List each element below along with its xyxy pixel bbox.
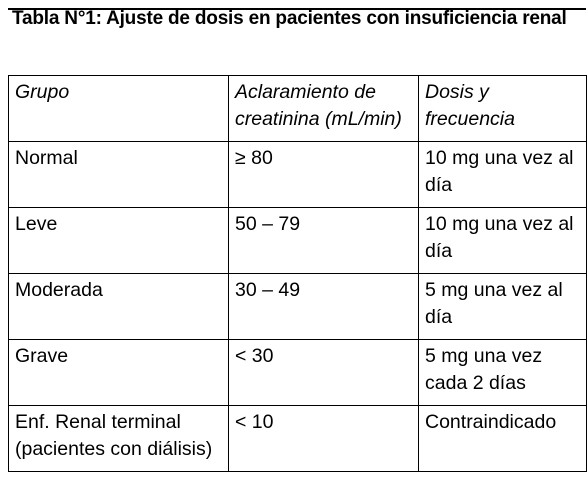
dose-adjustment-table <box>8 75 587 472</box>
cell-grupo: Moderada <box>9 274 229 340</box>
cell-grupo: Normal <box>9 142 229 208</box>
cell-grupo: Enf. Renal terminal (pacientes con diálisis) <box>9 406 229 472</box>
cell-grupo: Grave <box>9 340 229 406</box>
table-header-row <box>9 76 587 142</box>
table-row <box>9 406 587 472</box>
cell-dosis: 5 mg una vez al día <box>419 274 587 340</box>
cell-aclaramiento: < 10 <box>229 406 419 472</box>
cell-aclaramiento: 30 – 49 <box>229 274 419 340</box>
cell-dosis: Contraindicado <box>419 406 587 472</box>
header-grupo: Grupo <box>9 76 229 142</box>
table-row <box>9 274 587 340</box>
cell-aclaramiento: ≥ 80 <box>229 142 419 208</box>
header-dosis: Dosis y frecuencia <box>419 76 587 142</box>
cell-dosis: 10 mg una vez al día <box>419 208 587 274</box>
header-aclaramiento: Aclaramiento de creatinina (mL/min) <box>229 76 419 142</box>
table-row <box>9 340 587 406</box>
table-title: Tabla N°1: Ajuste de dosis en pacientes con insuficiencia renal <box>12 8 567 29</box>
cell-dosis: 10 mg una vez al día <box>419 142 587 208</box>
cell-dosis: 5 mg una vez cada 2 días <box>419 340 587 406</box>
cell-aclaramiento: 50 – 79 <box>229 208 419 274</box>
cell-grupo: Leve <box>9 208 229 274</box>
cell-aclaramiento: < 30 <box>229 340 419 406</box>
table-row <box>9 142 587 208</box>
table-row <box>9 208 587 274</box>
